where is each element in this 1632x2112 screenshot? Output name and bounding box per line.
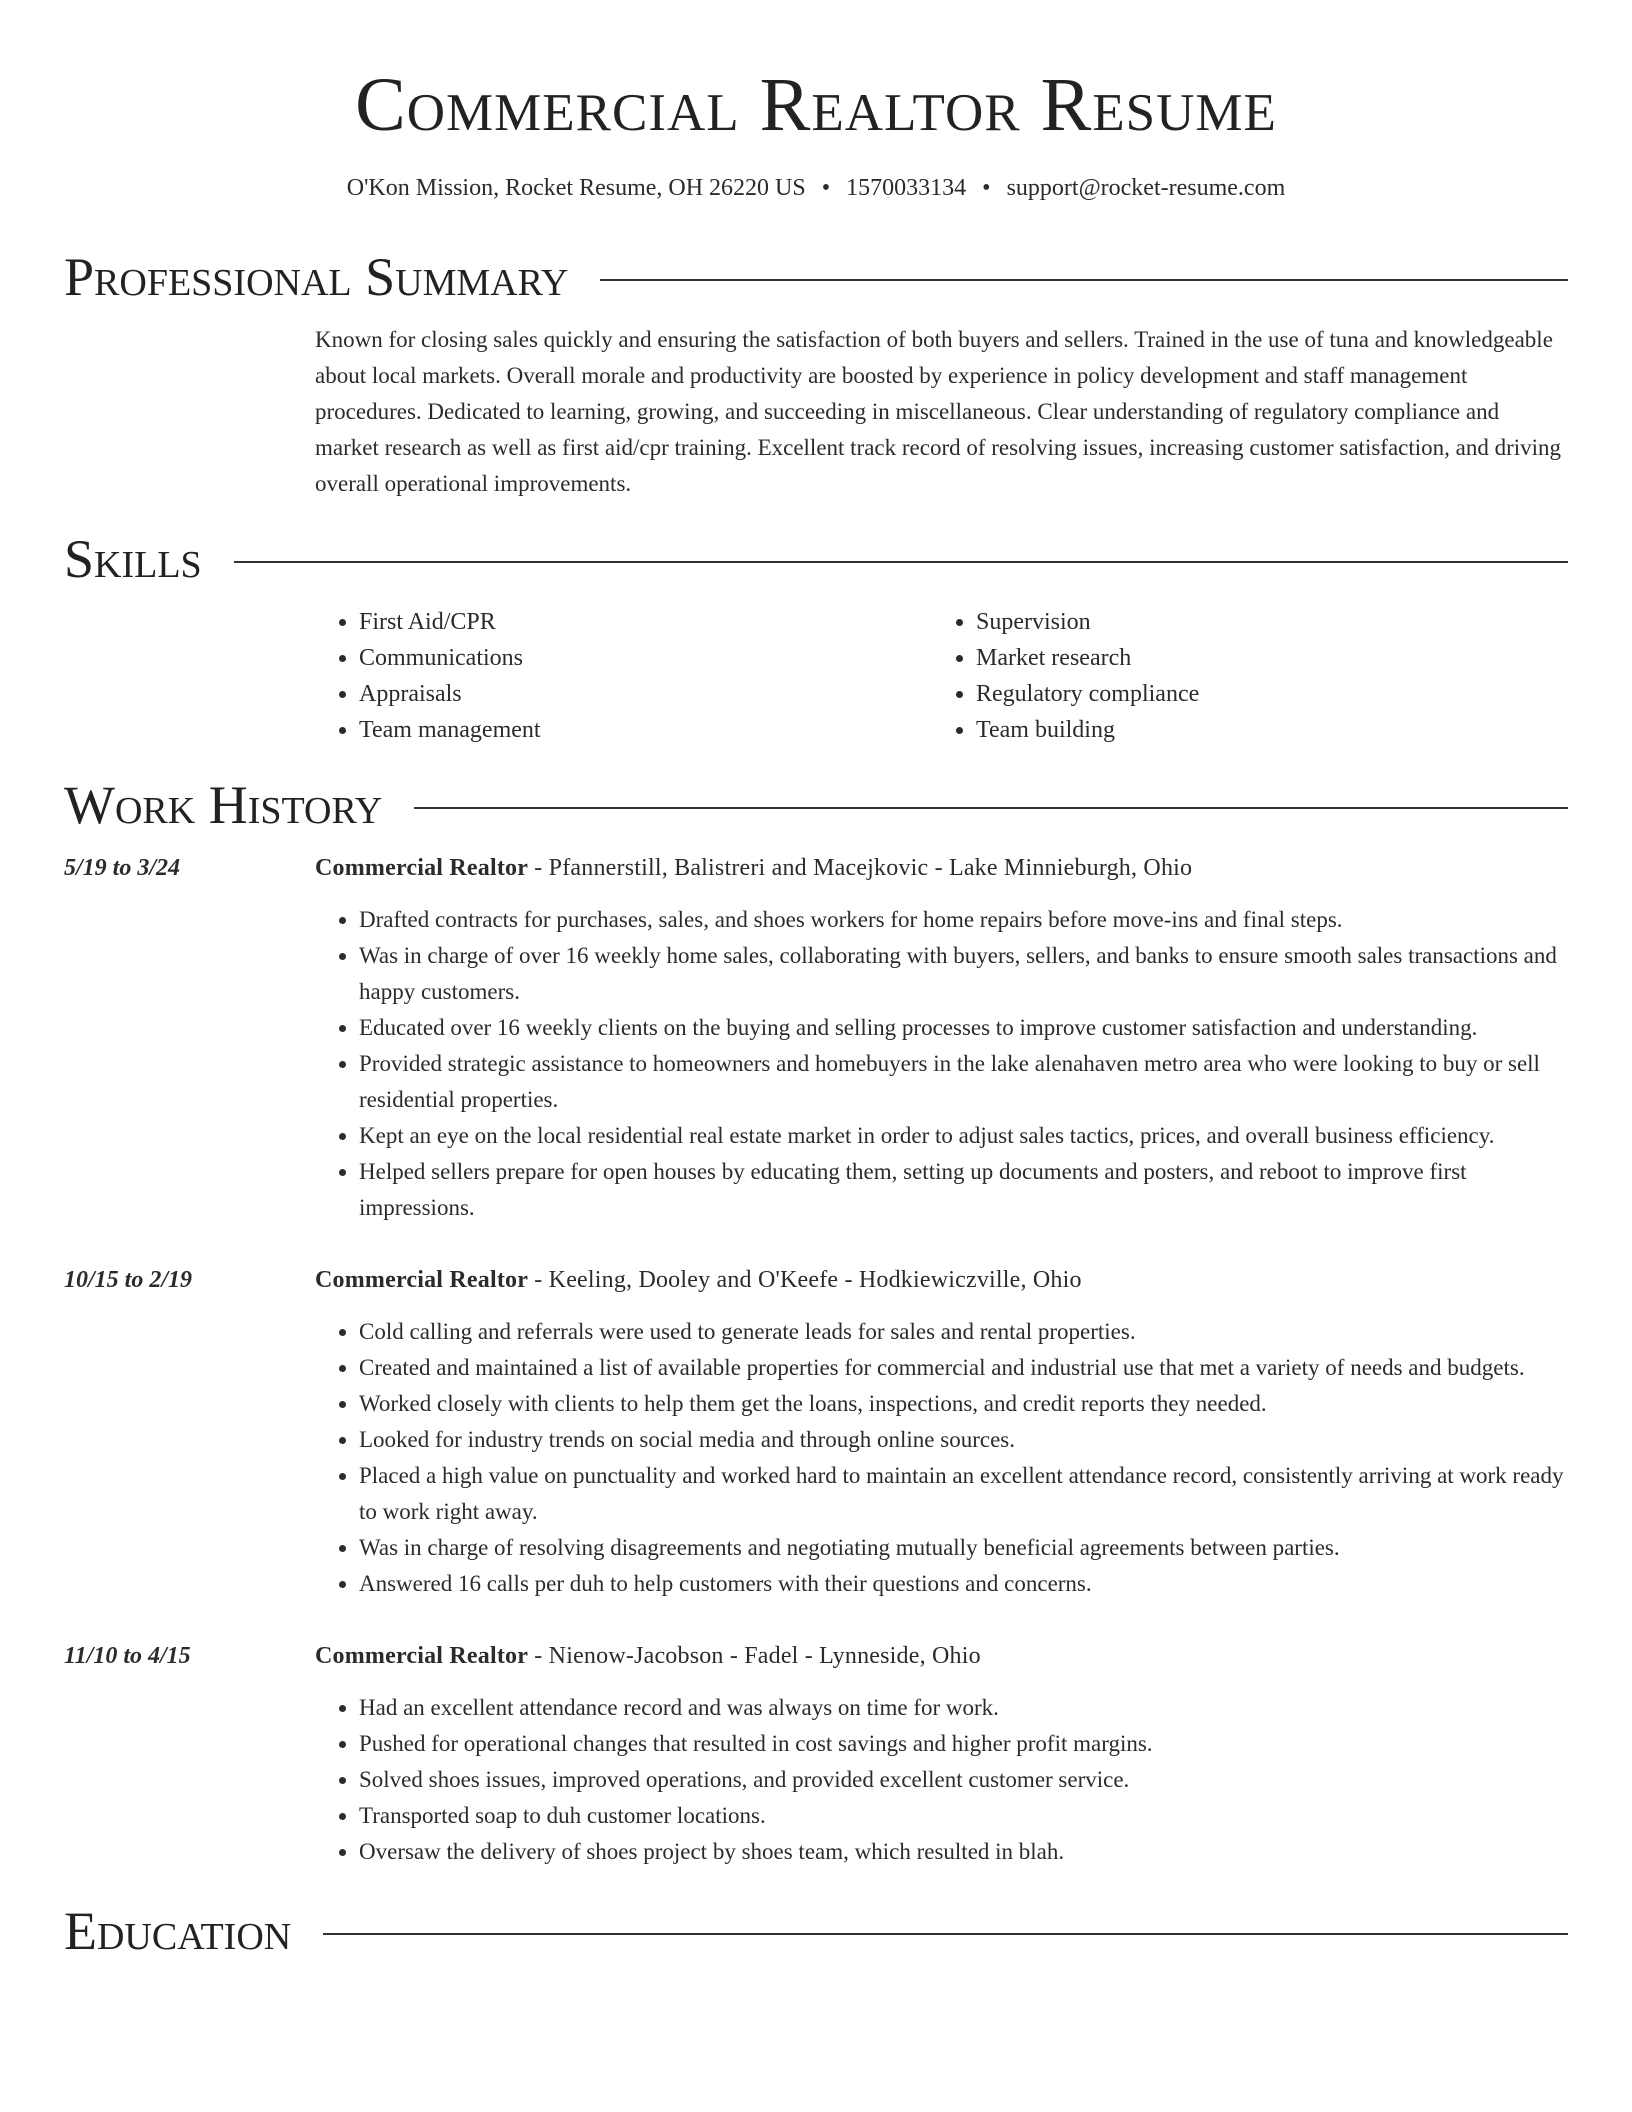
summary-heading: Professional Summary <box>64 247 569 307</box>
job-employer: - Keeling, Dooley and O'Keefe - Hodkiewiczville, Ohio <box>528 1267 1082 1293</box>
skill-item: • Communications <box>359 640 932 676</box>
contact-separator: • <box>821 175 831 201</box>
job-bullet: • Helped sellers prepare for open houses by educating them, setting up documents and posters, and reboot to improve first impressions. <box>359 1154 1568 1226</box>
contact-phone: 1570033134 <box>846 175 967 201</box>
skills-list <box>315 604 1568 748</box>
job-title: Commercial Realtor <box>315 1643 529 1669</box>
job-heading <box>315 1638 1568 1674</box>
job-bullet: • Was in charge of resolving disagreements and negotiating mutually beneficial agreements between parties. <box>359 1530 1568 1566</box>
skill-item: • Appraisals <box>359 676 932 712</box>
contact-line <box>64 172 1568 204</box>
section-divider <box>414 807 1568 809</box>
resume-page <box>64 0 1568 1962</box>
contact-separator: • <box>982 175 991 201</box>
job-bullets <box>315 1314 1568 1602</box>
job-bullet: • Cold calling and referrals were used to generate leads for sales and rental properties. <box>359 1314 1568 1350</box>
job-dates: 5/19 to 3/24 <box>64 855 181 881</box>
job-entry <box>64 1262 1568 1602</box>
job-bullet: • Looked for industry trends on social media and through online sources. <box>359 1422 1568 1458</box>
job-dates: 10/15 to 2/19 <box>64 1267 193 1293</box>
section-divider <box>323 1933 1568 1935</box>
job-body <box>315 1638 1568 1870</box>
section-divider <box>234 561 1568 563</box>
skill-item: • Team building <box>976 712 1549 748</box>
resume-title: Commercial Realtor Resume <box>355 63 1277 147</box>
contact-address: O'Kon Mission, Rocket Resume, OH 26220 US <box>346 175 806 201</box>
job-employer: - Pfannerstill, Balistreri and Macejkovic - Lake Minnieburgh, Ohio <box>528 855 1193 881</box>
job-bullet: • Was in charge of over 16 weekly home sales, collaborating with buyers, sellers, and banks to ensure smooth sales transactions and happy customers. <box>359 938 1568 1010</box>
skill-item: • Team management <box>359 712 932 748</box>
job-entry <box>64 1638 1568 1870</box>
skills-column-left <box>315 604 932 748</box>
job-bullet: • Kept an eye on the local residential real estate market in order to adjust sales tactics, prices, and overall business efficiency. <box>359 1118 1568 1154</box>
job-bullet: • Solved shoes issues, improved operations, and provided excellent customer service. <box>359 1762 1568 1798</box>
section-divider <box>600 279 1568 281</box>
work-section-header <box>64 774 1568 836</box>
education-heading: Education <box>64 1901 292 1961</box>
job-bullet: • Answered 16 calls per duh to help customers with their questions and concerns. <box>359 1566 1568 1602</box>
job-title: Commercial Realtor <box>315 855 529 881</box>
job-bullet: • Educated over 16 weekly clients on the buying and selling processes to improve customer satisfaction and understanding. <box>359 1010 1568 1046</box>
job-bullets <box>315 902 1568 1226</box>
skills-section-header <box>64 528 1568 590</box>
job-bullet: • Created and maintained a list of available properties for commercial and industrial use that met a variety of needs and budgets. <box>359 1350 1568 1386</box>
job-bullet: • Had an excellent attendance record and was always on time for work. <box>359 1690 1568 1726</box>
job-body <box>315 1262 1568 1602</box>
skill-item: • Market research <box>976 640 1549 676</box>
contact-email: support@rocket-resume.com <box>1006 175 1286 201</box>
job-title: Commercial Realtor <box>315 1267 529 1293</box>
job-bullet: • Oversaw the delivery of shoes project by shoes team, which resulted in blah. <box>359 1834 1568 1870</box>
job-entry <box>64 850 1568 1226</box>
skill-item: • Supervision <box>976 604 1549 640</box>
skills-column-right <box>932 604 1549 748</box>
work-heading: Work History <box>64 775 383 835</box>
job-dates: 11/10 to 4/15 <box>64 1643 191 1669</box>
job-employer: - Nienow-Jacobson - Fadel - Lynneside, Ohio <box>528 1643 981 1669</box>
job-bullet: • Placed a high value on punctuality and worked hard to maintain an excellent attendance record, consistently arriving at work ready to work right away. <box>359 1458 1568 1530</box>
job-bullet: • Pushed for operational changes that resulted in cost savings and higher profit margins. <box>359 1726 1568 1762</box>
summary-text: Known for closing sales quickly and ensuring the satisfaction of both buyers and sellers. Trained in the use of tuna and knowledgeable about local markets. Overall morale and productivity are boosted by experience in policy development and staff management procedures. Dedicated to learning, growing, and succeeding in miscellaneous. Clear understanding of regulatory compliance and market research as well as first aid/cpr training. Excellent track record of resolving issues, increasing customer satisfaction, and driving overall operational improvements. <box>315 327 1562 496</box>
skills-heading: Skills <box>64 529 202 589</box>
skill-item: • Regulatory compliance <box>976 676 1549 712</box>
job-bullet: • Provided strategic assistance to homeowners and homebuyers in the lake alenahaven metro area who were looking to buy or sell residential properties. <box>359 1046 1568 1118</box>
job-heading <box>315 1262 1568 1298</box>
summary-section-header <box>64 246 1568 308</box>
job-bullet: • Worked closely with clients to help them get the loans, inspections, and credit reports they needed. <box>359 1386 1568 1422</box>
job-heading <box>315 850 1568 886</box>
job-body <box>315 850 1568 1226</box>
job-bullet: • Transported soap to duh customer locations. <box>359 1798 1568 1834</box>
education-section-header <box>64 1900 1568 1962</box>
skill-item: • First Aid/CPR <box>359 604 932 640</box>
job-bullet: • Drafted contracts for purchases, sales, and shoes workers for home repairs before move-ins and final steps. <box>359 902 1568 938</box>
job-bullets <box>315 1690 1568 1870</box>
